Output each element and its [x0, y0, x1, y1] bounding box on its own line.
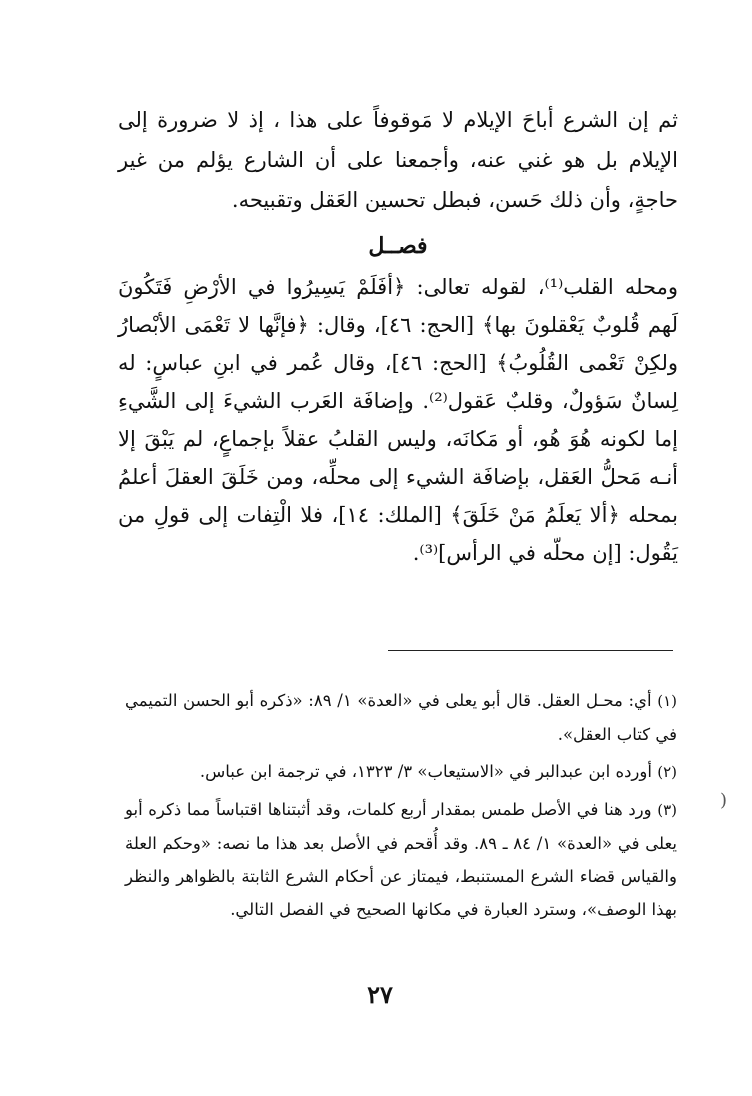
footnote-3	[125, 793, 677, 926]
footnote-1	[125, 684, 677, 751]
page-number: ٢٧	[367, 980, 393, 1009]
footnotes	[125, 684, 677, 930]
footnote-2-text: أورده ابن عبدالبر في «الاستيعاب» ٣/ ١٣٢٣، في ترجمة ابن عباس.	[199, 762, 652, 781]
section-body	[118, 268, 678, 572]
footnote-2-number: (٢)	[657, 763, 677, 781]
intro-text: ثم إن الشرع أباحَ الإيلام لا مَوقوفاً على هذا ، إذ لا ضرورة إلى الإيلام بل هو غني عنه، وأجمعنا على أن الشارع يؤلم من غير حاجةٍ، وأن ذلك حَسن، فبطل تحسين العَقل وتقبيحه.	[118, 108, 678, 212]
intro-paragraph	[118, 100, 678, 220]
section-heading: فصــل	[368, 233, 428, 259]
footnote-3-text: ورد هنا في الأصل طمس بمقدار أربع كلمات، وقد أثبتناها اقتباساً مما ذكره أبو يعلى في «العدة» ١/ ٨٤ ـ ٨٩. وقد أُقحم في الأصل بعد هذا ما نصه: «وحكم العلة والقياس قضاء الشرع المستنبط، فيمتاز عن أحكام الشرع الثابتة بالظواهر والنظر بهذا الوصف»، وسترد العبارة في مكانها الصحيح في الفصل التالي.	[125, 800, 677, 919]
footnote-2	[125, 755, 677, 789]
footnote-1-number: (١)	[657, 692, 677, 710]
footnote-3-number: (٣)	[657, 801, 677, 819]
footnote-divider	[388, 650, 673, 651]
section-text: ومحله القلب⁽¹⁾، لقوله تعالى: ﴿أفَلَمْ يَسِيرُوا في الأرْضِ فَتَكُونَ لَهم قُلوبٌ يَعْقلونَ بها﴾ [الحج: ٤٦]، وقال: ﴿فإنَّها لا تَعْمَى الأبْصارُ ولكِنْ تَعْمى القُلُوبُ﴾ [الحج: ٤٦]، وقال عُمر في ابنِ عباسٍ: له لِسانٌ سَؤولٌ، وقلبٌ عَقول⁽²⁾. وإضافَة العَرب الشيءَ إلى الشَّيءِ إما لكونه هُوَ هُو، أو مَكانَه، وليس القلبُ عقلاً بإجماعٍ، لم يَبْقَ إلا أنـه مَحلُّ العَقل، بإضافَة الشيء إلى محلِّه، ومن خَلَقَ العقلَ أعلمُ بمحله ﴿ألا يَعلَمُ مَنْ خَلَقَ﴾ [الملك: ١٤]، فلا الْتِفات إلى قولِ من يَقُول: [إن محلّه في الرأس]⁽³⁾.	[118, 275, 678, 565]
margin-mark: )	[720, 790, 728, 811]
footnote-1-text: أي: محـل العقل. قال أبو يعلى في «العدة» ١/ ٨٩: «ذكره أبو الحسن التميمي في كتاب العقل».	[125, 691, 677, 744]
